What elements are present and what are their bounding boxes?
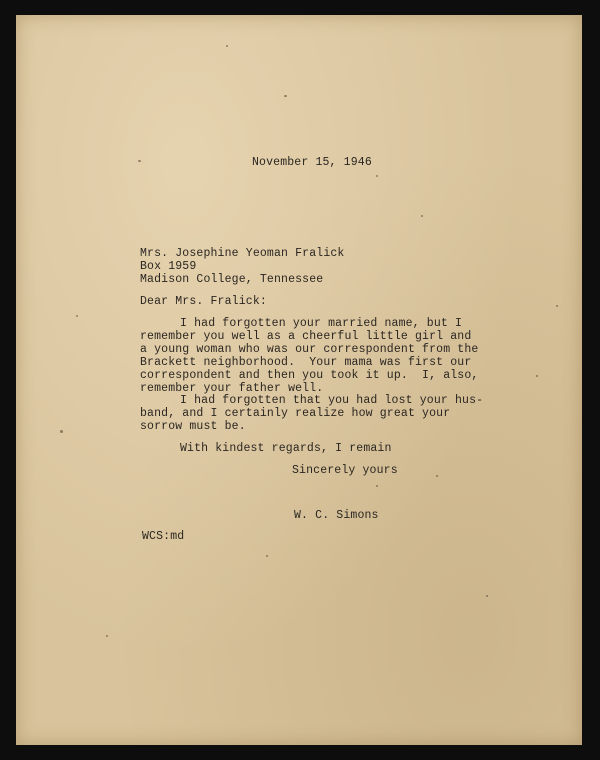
paper-speck [60,430,63,433]
salutation: Dear Mrs. Fralick: [140,295,267,308]
paper-speck [284,95,287,97]
typist-initials: WCS:md [142,530,185,543]
letter-date: November 15, 1946 [252,156,372,169]
paper-speck [266,555,268,557]
paragraph1-line: remember you well as a cheerful little girl and [140,330,472,343]
recipient-city: Madison College, Tennessee [140,273,324,286]
paper-speck [138,160,141,162]
closing-line: Sincerely yours [292,464,398,477]
paper-speck [556,305,558,307]
paper-speck [376,485,378,487]
paragraph1-line: I had forgotten your married name, but I [180,317,463,330]
paragraph1-line: correspondent and then you took it up. I, also, [140,369,479,382]
paragraph1-line: remember your father well. [140,382,324,395]
regards-line: With kindest regards, I remain [180,442,392,455]
recipient-box: Box 1959 [140,260,197,273]
signature: W. C. Simons [294,509,379,522]
paper-speck [486,595,488,597]
letter-paper [16,15,582,745]
paragraph1-line: a young woman who was our correspondent from the [140,343,479,356]
paper-speck [436,475,438,477]
paragraph1-line: Brackett neighborhood. Your mama was first our [140,356,472,369]
paper-speck [226,45,228,47]
paper-speck [76,315,78,317]
paragraph2-line: band, and I certainly realize how great your [140,407,451,420]
paper-speck [376,175,378,177]
paragraph2-line: I had forgotten that you had lost your hus- [180,394,484,407]
paper-speck [106,635,108,637]
paragraph2-line: sorrow must be. [140,420,246,433]
paper-speck [421,215,423,217]
recipient-name: Mrs. Josephine Yeoman Fralick [140,247,345,260]
paper-speck [536,375,538,377]
